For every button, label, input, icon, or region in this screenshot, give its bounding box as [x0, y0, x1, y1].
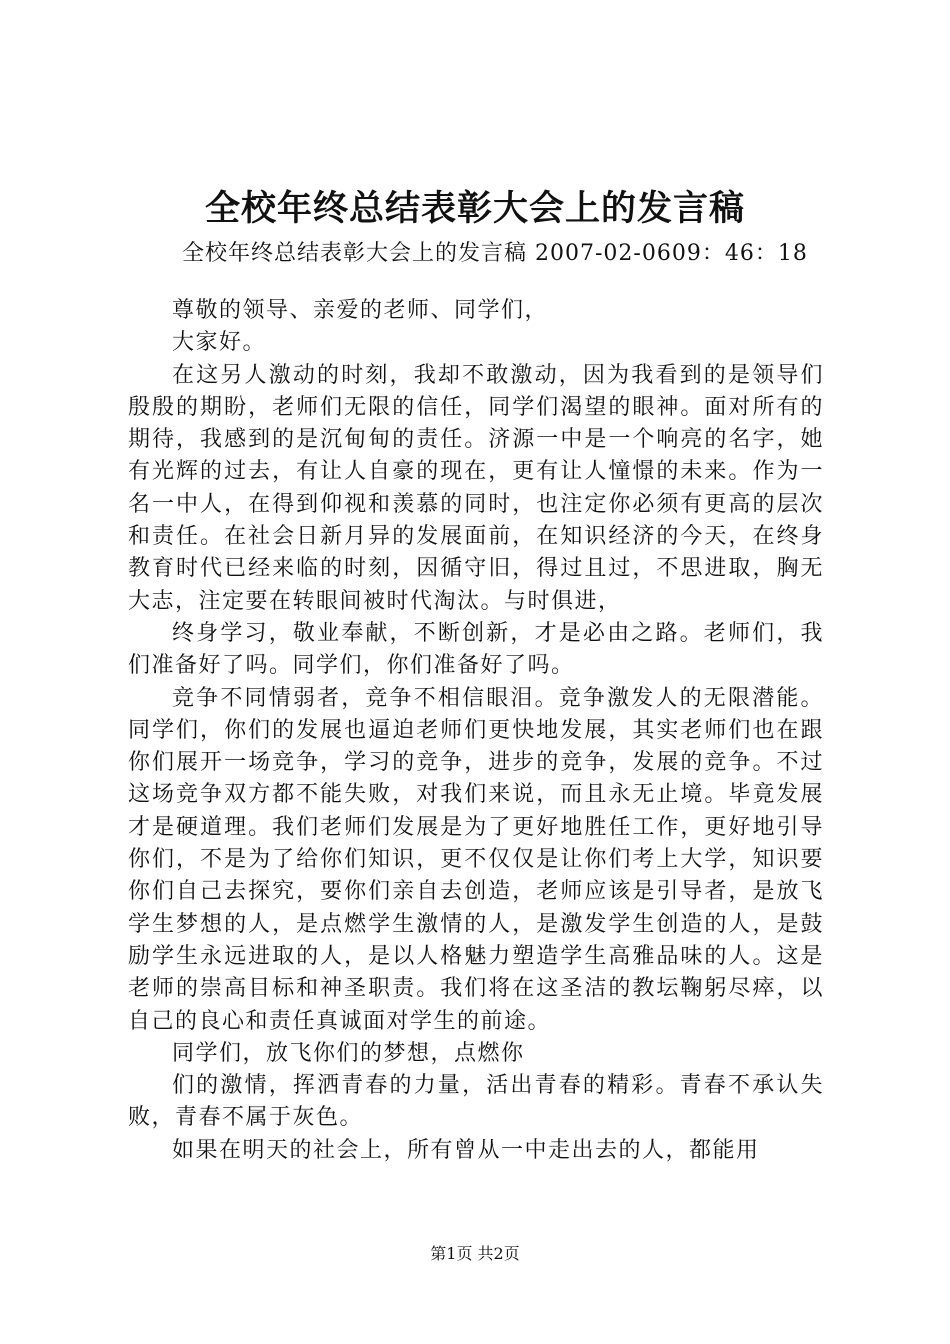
- page-footer: 第1页 共2页: [430, 1244, 520, 1263]
- paragraph: 终身学习，敬业奉献，不断创新，才是必由之路。老师们，我们准备好了吗。同学们，你们准备好了吗。: [128, 620, 824, 679]
- paragraph: 如果在明天的社会上，所有曾从一中走出去的人，都能用: [172, 1137, 760, 1163]
- document-title: 全校年终总结表彰大会上的发言稿: [204, 188, 745, 229]
- document-body: [128, 295, 824, 1167]
- paragraph: 竞争不同情弱者，竞争不相信眼泪。竞争激发人的无限潜能。同学们，你们的发展也逼迫老师们更快地发展，其实老师们也在跟你们展开一场竞争，学习的竞争，进步的竞争，发展的竞争。不过这场竞争双方都不能失败，对我们来说，而且永无止境。毕竟发展才是硬道理。我们老师们发展是为了更好地胜任工作，更好地引导你们，不是为了给你们知识，更不仅仅是让你们考上大学，知识要你们自己去探究，要你们亲自去创造，老师应该是引导者，是放飞学生梦想的人，是点燃学生激情的人，是激发学生创造的人，是鼓励学生永远进取的人，是以人格魅力塑造学生高雅品味的人。这是老师的崇高目标和神圣职责。我们将在这圣洁的教坛鞠躬尽瘁，以自己的良心和责任真诚面对学生的前途。: [128, 685, 824, 1034]
- paragraph-greeting: 大家好。: [172, 330, 267, 356]
- paragraph: 们的激情，挥洒青春的力量，活出青春的精彩。青春不承认失败，青春不属于灰色。: [128, 1073, 824, 1131]
- paragraph-salutation: 尊敬的领导、亲爱的老师、同学们，: [172, 298, 549, 323]
- paragraph: 在这另人激动的时刻，我却不敢激动，因为我看到的是领导们殷殷的期盼，老师们无限的信任，同学们渴望的眼神。面对所有的期待，我感到的是沉甸甸的责任。济源一中是一个响亮的名字，她有光辉的过去，有让人自豪的现在，更有让人憧憬的未来。作为一名一中人，在得到仰视和羡慕的同时，也注定你必须有更高的层次和责任。在社会日新月异的发展面前，在知识经济的今天，在终身教育时代已经来临的时刻，因循守旧，得过且过，不思进取，胸无大志，注定要在转眼间被时代淘汰。与时俱进，: [128, 362, 824, 614]
- document-subtitle: 全校年终总结表彰大会上的发言稿 2007-02-0609：46：18: [182, 241, 808, 266]
- paragraph: 同学们，放飞你们的梦想，点燃你: [172, 1040, 525, 1066]
